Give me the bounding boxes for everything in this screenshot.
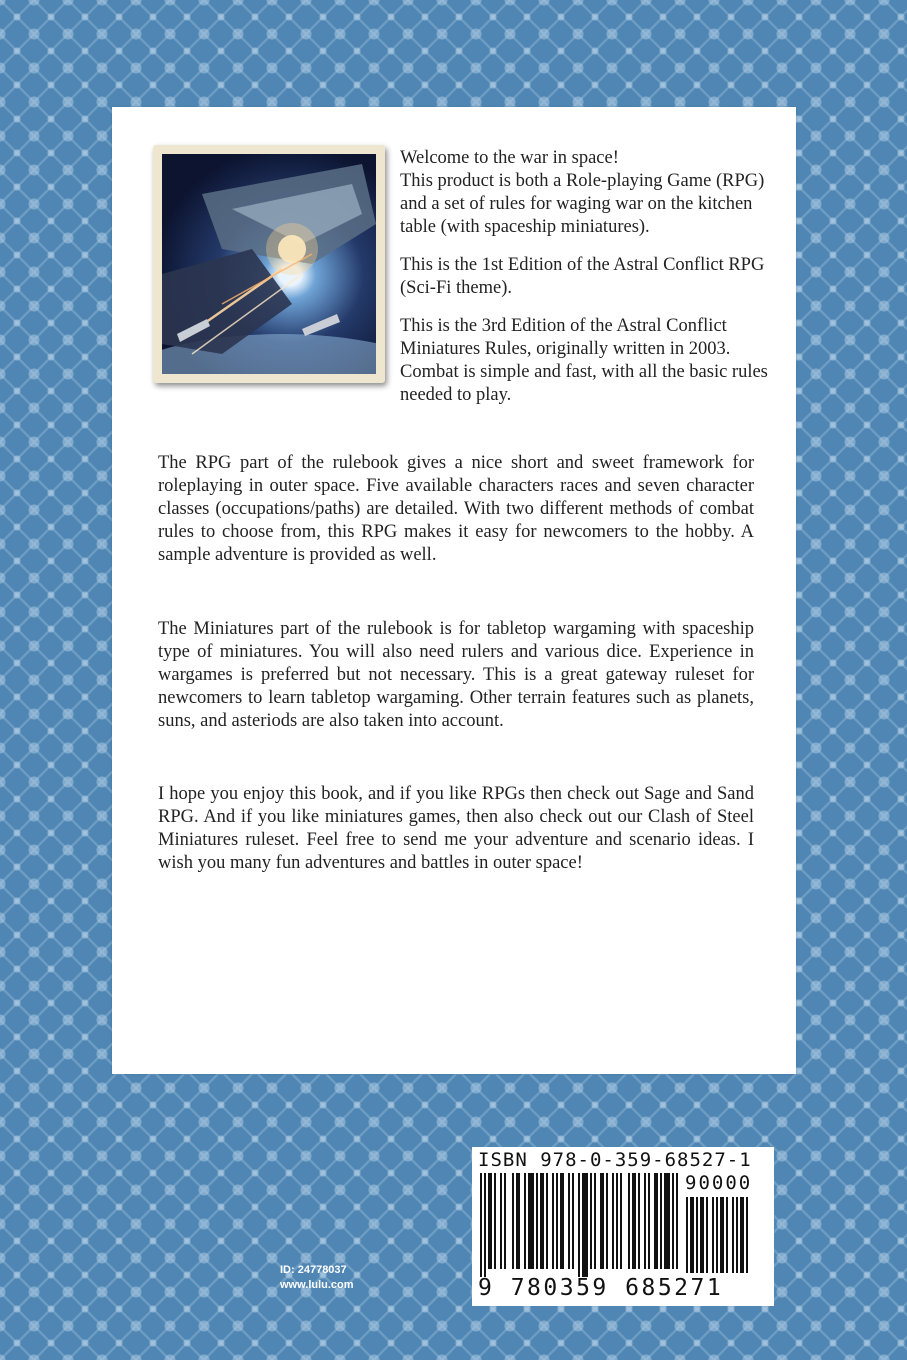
ean-bars xyxy=(480,1173,680,1277)
isbn-label: ISBN 978-0-359-68527-1 xyxy=(478,1149,752,1171)
barcode-bar xyxy=(700,1197,704,1273)
barcode-bar xyxy=(536,1173,538,1269)
closing-paragraph: I hope you enjoy this book, and if you like RPGs then check out Sage and Sand RPG. And if you like miniatures games, then also check out our Clash of Steel Miniatures ruleset. Feel free to send me your adventure and scenario ideas. I wish you many fun adventures and battles in outer space! xyxy=(158,784,754,873)
barcode-bar xyxy=(528,1173,534,1269)
intro-paragraph-1 xyxy=(400,147,775,239)
barcode-bar xyxy=(690,1197,694,1273)
barcode-bar xyxy=(746,1197,748,1273)
space-battle-illustration xyxy=(162,154,376,374)
barcode-bar xyxy=(606,1173,608,1269)
barcode-bar xyxy=(726,1197,728,1273)
back-cover-panel xyxy=(112,107,796,1074)
barcode-bar xyxy=(736,1197,738,1273)
barcode-bar xyxy=(712,1197,714,1273)
barcode-bar xyxy=(524,1173,526,1269)
intro-text xyxy=(400,147,775,422)
barcode-bar xyxy=(676,1173,678,1269)
barcode-bar xyxy=(648,1173,650,1269)
barcode-bar xyxy=(706,1197,708,1273)
publisher-id: ID: 24778037 xyxy=(280,1264,347,1276)
barcode-bar xyxy=(540,1173,544,1269)
barcode-bar xyxy=(686,1197,688,1273)
publisher-url: www.lulu.com xyxy=(280,1279,354,1291)
barcode-bar xyxy=(612,1173,614,1269)
intro-paragraph-3: This is the 3rd Edition of the Astral Conflict Miniatures Rules, originally written in 2003. Combat is simple and fast, with all the basic rules needed to play. xyxy=(400,316,768,405)
barcode-bar xyxy=(740,1197,744,1273)
barcode-bar xyxy=(504,1173,506,1269)
barcode-bar xyxy=(616,1173,618,1269)
barcode-bar xyxy=(664,1173,670,1269)
barcode-bar xyxy=(590,1173,592,1269)
barcode-bar xyxy=(696,1197,698,1273)
barcode-bar xyxy=(600,1173,604,1269)
barcode-bar xyxy=(632,1173,636,1269)
intro-paragraph-2: This is the 1st Edition of the Astral Conflict RPG (Sci-Fi theme). xyxy=(400,255,765,298)
barcode-bar xyxy=(638,1173,640,1269)
barcode-bar xyxy=(488,1173,492,1269)
barcode-bar xyxy=(546,1173,548,1269)
isbn-barcode xyxy=(472,1147,774,1306)
barcode-bar xyxy=(500,1173,502,1269)
barcode-bar xyxy=(480,1173,482,1277)
barcode-bar xyxy=(660,1173,662,1269)
barcode-bar xyxy=(494,1173,496,1269)
barcode-bar xyxy=(560,1173,564,1269)
barcode-bar xyxy=(628,1173,630,1269)
barcode-bar xyxy=(644,1173,646,1269)
publisher-info xyxy=(280,1263,354,1293)
addon-bars xyxy=(686,1197,768,1277)
intro-product-line: This product is both a Role-playing Game (RPG) and a set of rules for waging war on the kitchen table (with spaceship miniatures). xyxy=(400,171,765,237)
ean-digits: 9 780359 685271 xyxy=(478,1275,724,1301)
intro-welcome-line: Welcome to the war in space! xyxy=(400,148,619,168)
barcode-bar xyxy=(552,1173,554,1269)
barcode-bar xyxy=(484,1173,486,1277)
barcode-bar xyxy=(594,1173,596,1269)
barcode-bar xyxy=(716,1197,718,1273)
rpg-paragraph: The RPG part of the rulebook gives a nice short and sweet framework for roleplaying in outer space. Five available characters races and seven character classes (occupations/paths) are detailed. With two different methods of combat rules to choose from, this RPG makes it easy for newcomers to the hobby. A sample adventure is provided as well. xyxy=(158,453,754,565)
barcode-bar xyxy=(572,1173,574,1269)
miniatures-paragraph: The Miniatures part of the rulebook is for tabletop wargaming with spaceship type of miniatures. You will also need rulers and various dice. Experience in wargames is preferred but not necessary. This is a great gateway ruleset for newcomers to learn tabletop wargaming. Other terrain features such as planets, suns, and asteriods are also taken into account. xyxy=(158,619,754,731)
cover-illustration-frame xyxy=(153,145,385,383)
barcode-bar xyxy=(620,1173,622,1269)
barcode-bar xyxy=(672,1173,674,1269)
barcode-bar xyxy=(732,1197,734,1273)
barcode-bar xyxy=(568,1173,570,1269)
barcode-bar xyxy=(720,1197,724,1273)
barcode-bar xyxy=(512,1173,514,1269)
barcode-bar xyxy=(582,1173,588,1277)
barcode-bar xyxy=(654,1173,658,1269)
barcode-bar xyxy=(516,1173,520,1269)
price-code: 90000 xyxy=(685,1172,753,1194)
barcode-bar xyxy=(556,1173,558,1269)
barcode-bar xyxy=(578,1173,580,1277)
